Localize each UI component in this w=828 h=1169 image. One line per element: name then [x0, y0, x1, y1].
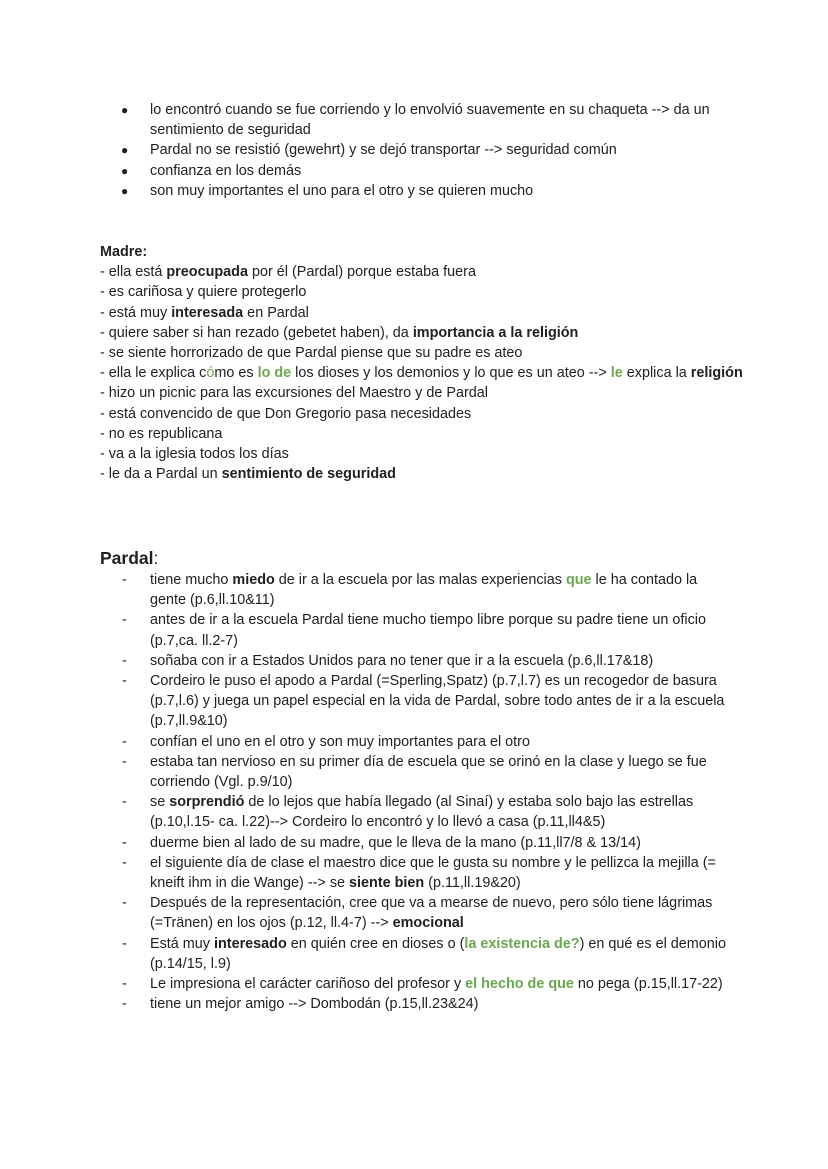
madre-line: - está muy interesada en Pardal [100, 304, 309, 321]
list-item: ● lo encontró cuando se fue corriendo y lo envolvió suavemente en su chaqueta --> da un sentimiento de seguridad [121, 102, 710, 139]
madre-heading: Madre: [100, 244, 148, 260]
bullet-icon: ● [121, 163, 129, 178]
dash-icon: - [122, 854, 127, 871]
madre-line: - le da a Pardal un sentimiento de seguridad [100, 466, 396, 483]
madre-line: - ella le explica cómo es lo de los dioses y los demonios y lo que es un ateo --> le explica la religión [100, 365, 743, 382]
dash-icon: - [122, 834, 127, 851]
list-item: ● son muy importantes el uno para el otro y se quieren mucho [114, 181, 754, 201]
dash-icon: - [122, 794, 127, 811]
list-item: - el siguiente día de clase el maestro dice que le gusta su nombre y le pellizca la mejilla (= kneift ihm in die Wange) --> se siente bien (p.11,ll.19&20) [122, 854, 716, 892]
dash-icon: - [122, 895, 127, 912]
list-item: - antes de ir a la escuela Pardal tiene mucho tiempo libre porque su padre tiene un oficio (p.7,ca. ll.2-7) [122, 612, 706, 649]
list-item: - se sorprendió de lo lejos que había llegado (al Sinaí) y estaba solo bajo las estrellas (p.10,l.15- ca. l.22)--> Cordeiro lo encontró y lo llevó a casa (p.11,ll4&5) [122, 794, 694, 831]
bullet-icon: ● [121, 103, 129, 117]
list-item: - tiene mucho miedo de ir a la escuela por las malas experiencias que le ha contado la gente (p.6,ll.10&11) [122, 572, 698, 609]
list-item: - soñaba con ir a Estados Unidos para no tener que ir a la escuela (p.6,ll.17&18) [120, 651, 732, 671]
list-item: - Le impresiona el carácter cariñoso del profesor y el hecho de que no pega (p.15,ll.17-22) [120, 974, 732, 994]
dash-icon: - [122, 652, 127, 669]
dash-icon: - [122, 996, 127, 1013]
list-item: - tiene un mejor amigo --> Dombodán (p.15,ll.23&24) [120, 994, 732, 1014]
dash-icon: - [122, 753, 127, 770]
madre-line: - hizo un picnic para las excursiones del Maestro y de Pardal [100, 385, 488, 402]
list-item: - Después de la representación, cree que va a mearse de nuevo, pero sólo tiene lágrimas (=Tränen) en los ojos (p.12, ll.4-7) --> emocional [122, 895, 713, 932]
list-item: - Está muy interesado en quién cree en dioses o (la existencia de?) en qué es el demonio (p.14/15, l.9) [122, 935, 726, 972]
dash-icon: - [122, 976, 127, 993]
dash-icon: - [122, 612, 127, 629]
list-item: ● confianza en los demás [114, 161, 754, 181]
pardal-heading: Pardal: [100, 548, 159, 568]
dash-icon: - [122, 935, 127, 952]
list-item: - estaba tan nervioso en su primer día de escuela que se orinó en la clase y luego se fue corriendo (Vgl. p.9/10) [122, 753, 707, 791]
dash-icon: - [122, 733, 127, 750]
dash-icon: - [122, 673, 127, 690]
list-item: - duerme bien al lado de su madre, que le lleva de la mano (p.11,ll7/8 & 13/14) [120, 833, 732, 853]
madre-section [100, 242, 760, 484]
list-item: - confían el uno en el otro y son muy importantes para el otro [120, 732, 732, 752]
dash-icon: - [122, 572, 127, 588]
list-item: - Cordeiro le puso el apodo a Pardal (=Sperling,Spatz) (p.7,l.7) es un recogedor de basura (p.7,l.6) y juega un papel especial en la vida de Pardal, sobre todo antes de ir a la escuela (p.7,ll.9&10) [122, 673, 725, 730]
bullet-icon: ● [121, 183, 129, 198]
madre-line: - quiere saber si han rezado (gebetet haben), da importancia a la religión [100, 324, 579, 341]
madre-line: - no es republicana [100, 425, 223, 442]
intro-bullet-list [114, 100, 754, 201]
madre-line: - es cariñosa y quiere protegerlo [100, 284, 307, 301]
list-item: ● Pardal no se resistió (gewehrt) y se dejó transportar --> seguridad común [114, 140, 754, 160]
bullet-icon: ● [121, 143, 129, 158]
madre-line: - está convencido de que Don Gregorio pasa necesidades [100, 405, 472, 422]
madre-line: - se siente horrorizado de que Pardal piense que su padre es ateo [100, 345, 523, 362]
madre-line: - va a la iglesia todos los días [100, 446, 289, 463]
pardal-dash-list [120, 570, 732, 1014]
madre-line: - ella está preocupada por él (Pardal) porque estaba fuera [100, 264, 476, 281]
